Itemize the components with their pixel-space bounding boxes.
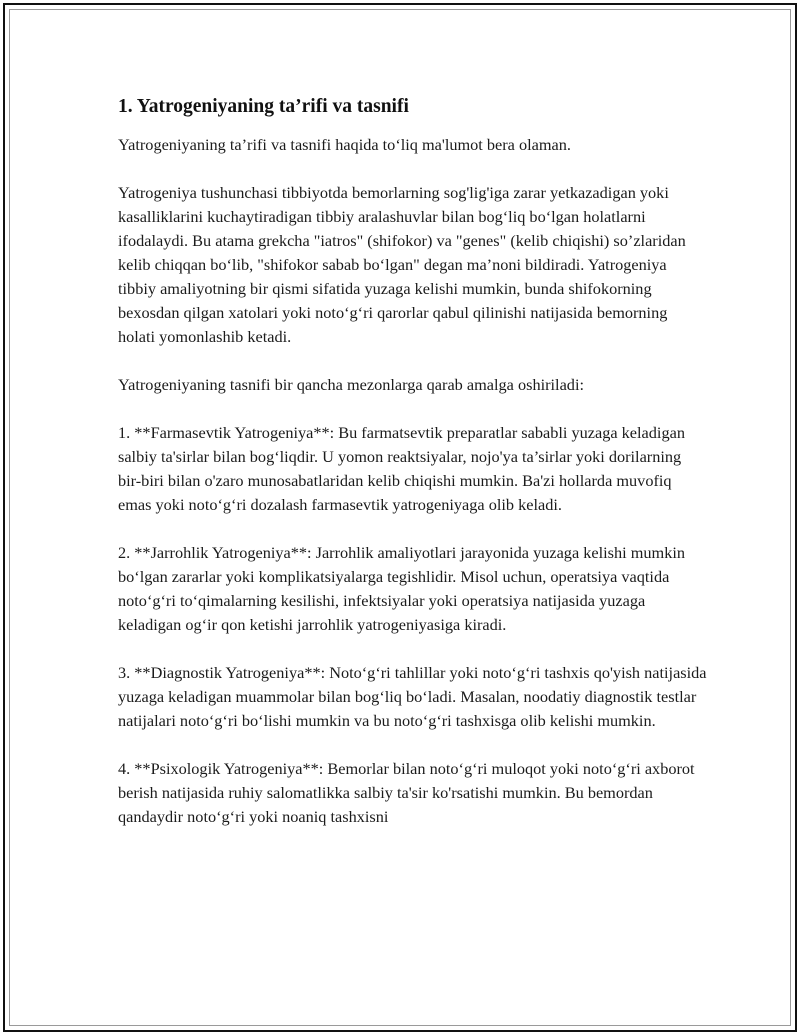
diagnostic-paragraph: 3. **Diagnostik Yatrogeniya**: Noto‘g‘ri tahlillar yoki noto‘g‘ri tashxis qo'yish natijasida yuzaga keladigan muammolar bilan bog‘liq bo‘ladi. Masalan, noodatiy diagnostik testlar natijalari noto‘g‘ri bo‘lishi mumkin va bu noto‘g‘ri tashxisga olib kelishi mumkin. xyxy=(118,663,707,730)
surgical-paragraph: 2. **Jarrohlik Yatrogeniya**: Jarrohlik amaliyotlari jarayonida yuzaga kelishi mumkin bo‘lgan zararlar yoki komplikatsiyalarga tegishlidir. Misol uchun, operatsiya vaqtida noto‘g‘ri to‘qimalarning kesilishi, infektsiyalar yoki operatsiya natijasida yuzaga keladigan og‘ir qon ketishi jarrohlik yatrogeniyasiga kiradi. xyxy=(118,543,686,634)
definition-paragraph: Yatrogeniya tushunchasi tibbiyotda bemorlarning sog'lig'iga zarar yetkazadigan yoki kasalliklarini kuchaytiradigan tibbiy aralashuvlar bilan bog‘liq bo‘lgan holatlarni ifodalaydi. Bu atama grekcha "iatros" (shifokor) va "genes" (kelib chiqishi) so’zlaridan kelib chiqqan bo‘lib, "shifokor sabab bo‘lgan" degan ma’noni bildiradi. Yatrogeniya tibbiy amaliyotning bir qismi sifatida yuzaga kelishi mumkin, bunda shifokorning bexosdan qilgan xatolari yoki noto‘g‘ri qarorlar qabul qilinishi natijasida bemorning holati yomonlashib ketadi. xyxy=(118,183,686,346)
document-title: 1. Yatrogeniyaning ta’rifi va tasnifi xyxy=(118,96,409,117)
document-body xyxy=(118,94,708,853)
classification-intro-paragraph: Yatrogeniyaning tasnifi bir qancha mezonlarga qarab amalga oshiriladi: xyxy=(118,375,584,394)
psychological-paragraph: 4. **Psixologik Yatrogeniya**: Bemorlar bilan noto‘g‘ri muloqot yoki noto‘g‘ri axborot berish natijasida ruhiy salomatlikka salbiy ta'sir ko'rsatishi mumkin. Bu bemordan qandaydir noto‘g‘ri yoki noaniq tashxisni xyxy=(118,759,695,826)
pharmaceutical-paragraph: 1. **Farmasevtik Yatrogeniya**: Bu farmatsevtik preparatlar sababli yuzaga keladigan salbiy ta'sirlar bilan bog‘liqdir. U yomon reaktsiyalar, nojo'ya ta’sirlar yoki dorilarning bir-biri bilan o'zaro munosabatlaridan kelib chiqishi mumkin. Ba'zi hollarda muvofiq emas yoki noto‘g‘ri dozalash farmasevtik yatrogeniyaga olib keladi. xyxy=(118,423,685,514)
intro-paragraph: Yatrogeniyaning ta’rifi va tasnifi haqida to‘liq ma'lumot bera olaman. xyxy=(118,135,571,154)
